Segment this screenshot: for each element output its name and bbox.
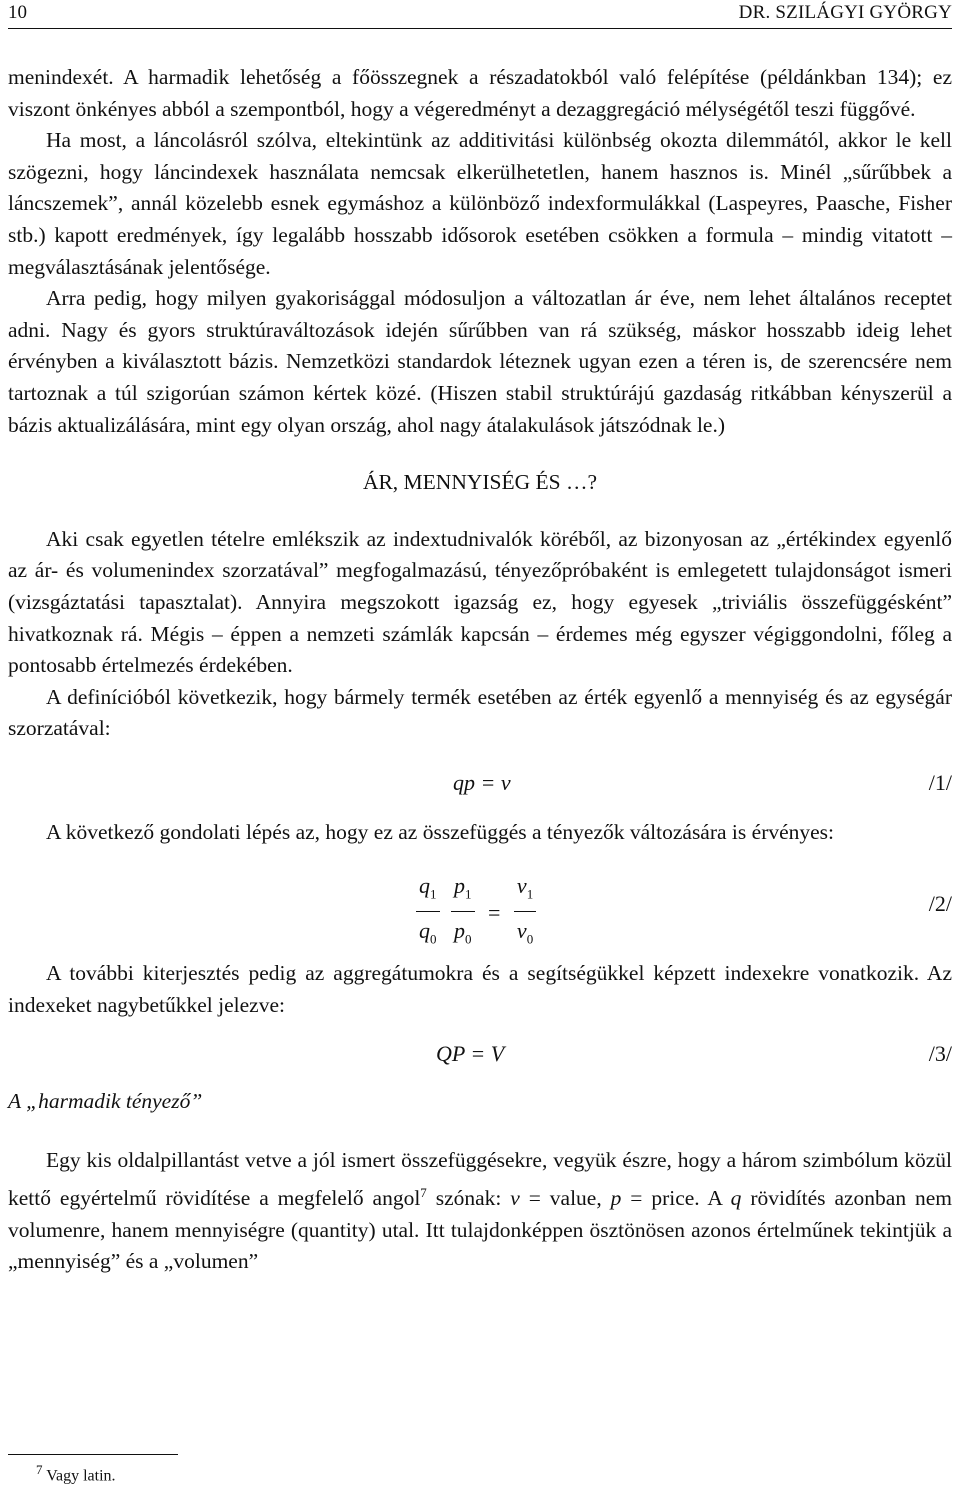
symbol-p: p <box>610 1186 622 1210</box>
footnote-reference: 7 <box>420 1184 427 1200</box>
v0-subscript: 0 <box>526 931 534 947</box>
running-title: DR. SZILÁGYI GYÖRGY <box>738 2 952 23</box>
p1-symbol: p <box>454 873 465 899</box>
formula-1-expression: qp = v <box>453 769 511 795</box>
paragraph-8-text-a: Egy kis oldalpillantást vetve a jól ismert összefüggésekre, vegyük észre, hogy a három szimbólum közül kettő egyértelmű rövidítése a megfelelő angol <box>8 1148 952 1210</box>
paragraph-2-text: Ha most, a láncolásról szólva, eltekintünk az additivitási különbség okozta dilemmától, akkor le kell szögezni, hogy láncindexek használata nemcsak elkerülhetetlen, hanem hasznos is. Minél „sűrűbbek a láncszemek”, annál közelebb esnek egymáshoz a különböző indexformulákkal (Laspeyres, Paasche, Fisher stb.) kapott eredmények, így legalább hosszabb idősorok esetében csökken a formula – mindig vitatott – megválasztásának jelentősége. <box>8 128 952 279</box>
equals-sign: = <box>488 900 501 926</box>
v1-symbol: v <box>516 873 527 899</box>
formula-3 <box>8 1038 952 1078</box>
fraction-v <box>514 870 536 955</box>
q0-subscript: 0 <box>430 931 437 947</box>
paragraph-8 <box>8 1145 952 1278</box>
section-heading: ÁR, MENNYISÉG ÉS …? <box>362 470 598 495</box>
p1-subscript: 1 <box>465 886 472 902</box>
p0-subscript: 0 <box>465 931 472 947</box>
page-body <box>8 62 952 1278</box>
formula-3-label: /3/ <box>928 1040 952 1066</box>
formula-2-label: /2/ <box>928 891 952 917</box>
paragraph-8-text-d: = price. A <box>621 1186 731 1210</box>
formula-2-expression <box>416 870 536 955</box>
paragraph-1: menindexét. A harmadik lehetőség a főösszegnek a részadatokból való felépítése (példánkban 134); ez viszont önkényes abból a szempontból, hogy a végeredményt a dezaggregáció mélységétől teszi függővé. <box>8 65 952 121</box>
paragraph-8-text-e: rövidítés azonban nem volumenre, hanem mennyiségre (quantity) utal. Itt tulajdonképpen ösztönösen azonos értelműnek tekintjük a „mennyiség” és a „volumen” <box>8 1186 953 1274</box>
footnote-mark: 7 <box>36 1462 43 1477</box>
subsection-heading: A „harmadik tényező” <box>8 1088 203 1113</box>
q1-symbol: q <box>419 873 430 899</box>
paragraph-3-text: Arra pedig, hogy milyen gyakorisággal módosuljon a változatlan ár éve, nem lehet általános receptet adni. Nagy és gyors struktúraváltozások idején sűrűbben van rá szükség, máskor hosszabb ideig lehet érvényben a kiválasztott bázis. Nemzetközi standardok léteznek ugyan ezen a téren is, de szerencsére nem tartoznak a túl szigorúan számon kértek közé. (Hiszen stabil struktúrájú gazdaság ritkábban kényszerül a bázis aktualizálására, mint egy olyan ország, ahol nagy átalakulások játszódnak le.) <box>8 286 952 437</box>
paragraph-4 <box>8 524 952 682</box>
footnote-separator <box>8 1454 178 1455</box>
paragraph-7 <box>8 958 952 1021</box>
fraction-p <box>451 870 475 955</box>
paragraph-6-text: A következő gondolati lépés az, hogy ez az összefüggés a tényezők változására is érvényes: <box>46 819 835 844</box>
symbol-q: q <box>730 1186 742 1210</box>
symbol-v: v <box>510 1186 520 1210</box>
paragraph-7-text: A további kiterjesztés pedig az aggregátumokra és a segítségükkel képzett indexekre vonatkozik. Az indexeket nagybetűkkel jelezve: <box>8 961 952 1018</box>
paragraph-8-text-c: = value, <box>519 1186 611 1210</box>
page-number: 10 <box>8 2 27 23</box>
footnote <box>36 1462 116 1485</box>
paragraph-8-text-b: szónak: <box>426 1186 511 1210</box>
footnote-text: Vagy latin. <box>46 1467 116 1485</box>
formula-1 <box>8 765 952 805</box>
paragraph-2 <box>8 125 952 283</box>
p0-symbol: p <box>454 918 465 944</box>
formula-1-label: /1/ <box>928 769 952 795</box>
q1-subscript: 1 <box>430 886 437 902</box>
formula-2 <box>8 870 952 947</box>
paragraph-3 <box>8 283 952 441</box>
v0-symbol: v <box>516 918 527 944</box>
paragraph-4-text: Aki csak egyetlen tételre emlékszik az indextudnivalók köréből, az bizonyosan az „értékindex egyenlő az ár- és volumenindex szorzatával” megfogalmazású, tényezőpróbaként is emlegetett tulajdonságot ismeri (vizsgáztatási tapasztalat). Annyira megszokott igazság ez, hogy egyesek „triviális összefüggésként” hivatkoznak rá. Mégis – éppen a nemzeti számlák kapcsán – érdemes még egyszer végiggondolni, főleg a pontosabb értelmezés érdekében. <box>8 526 952 678</box>
paragraph-5 <box>8 682 952 745</box>
page-header <box>8 2 952 29</box>
fraction-q <box>416 870 440 955</box>
v1-subscript: 1 <box>526 886 534 902</box>
paragraph-5-text: A definícióból következik, hogy bármely termék esetében az érték egyenlő a mennyiség és az egységár szorzatával: <box>8 684 952 741</box>
q0-symbol: q <box>419 918 430 944</box>
formula-3-expression: QP = V <box>436 1040 505 1066</box>
paragraph-6 <box>8 817 952 849</box>
